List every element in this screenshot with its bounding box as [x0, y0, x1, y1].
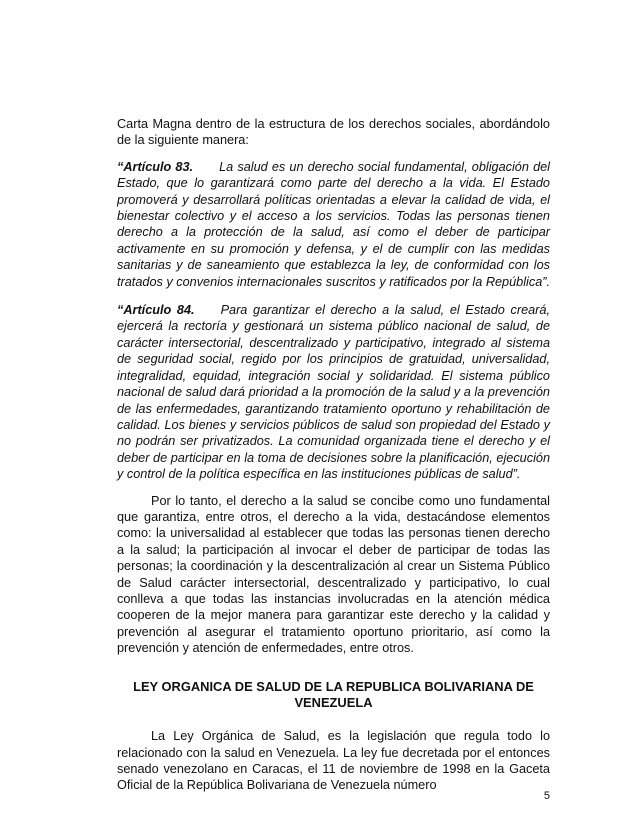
section-heading: LEY ORGANICA DE SALUD DE LA REPUBLICA BOLIVARIANA DE VENEZUELA: [133, 678, 534, 711]
article-83-label: “Artículo 83.: [117, 159, 194, 174]
analysis-paragraph: Por lo tanto, el derecho a la salud se concibe como uno fundamental que garantiza, entre otros, el derecho a la vida, destacándose elementos como: la universalidad al establecer que todas las personas tienen derecho a la salud; la participación al invocar el deber de participar de todas las personas; la coordinación y la descentralización al crear un Sistema Público de Salud carácter intersectorial, descentralizado y participativo, lo cual conlleva a que todas las instancias involucradas en la atención médica cooperen de la mejor manera para garantizar este derecho y la calidad y prevención al asegurar el tratamiento oportuno prioritario, así como la prevención y atención de enfermedades, entre otros.: [117, 493, 550, 656]
page-number: 5: [543, 790, 550, 802]
article-84-label: “Artículo 84.: [117, 303, 195, 318]
article-83: [117, 159, 550, 290]
article-84-text: Para garantizar el derecho a la salud, el Estado creará, ejercerá la rectoría y gestionará un sistema público nacional de salud, de carácter intersectorial, descentralizado y participativo, integrado al sistema de seguridad social, regido por los principios de gratuidad, universalidad, integralidad, equidad, integración social y solidaridad. El sistema público nacional de salud dará prioridad a la promoción de la salud y a la prevención de las enfermedades, garantizando tratamiento oportuno y rehabilitación de calidad. Los bienes y servicios públicos de salud son propiedad del Estado y no podrán ser privatizados. La comunidad organizada tiene el derecho y el deber de participar en la toma de decisiones sobre la planificación, ejecución y control de la política específica en las instituciones públicas de salud”.: [117, 303, 550, 482]
law-paragraph: La Ley Orgánica de Salud, es la legislación que regula todo lo relacionado con la salud en Venezuela. La ley fue decretada por el entonces senado venezolano en Caracas, el 11 de noviembre de 1998 en la Gaceta Oficial de la República Bolivariana de Venezuela número: [117, 729, 550, 793]
article-84: [117, 302, 550, 482]
article-83-text: La salud es un derecho social fundamental, obligación del Estado, que lo garantizará como parte del derecho a la vida. El Estado promoverá y desarrollará políticas orientadas a elevar la calidad de vida, el bienestar colectivo y el acceso a los servicios. Todas las personas tienen derecho a la protección de la salud, así como el deber de participar activamente en su promoción y defensa, y el de cumplir con las medidas sanitarias y de saneamiento que establezca la ley, de conformidad con los tratados y convenios internacionales suscritos y ratificados por la República”.: [117, 159, 551, 289]
intro-paragraph: Carta Magna dentro de la estructura de los derechos sociales, abordándolo de la siguiente manera:: [117, 117, 550, 148]
